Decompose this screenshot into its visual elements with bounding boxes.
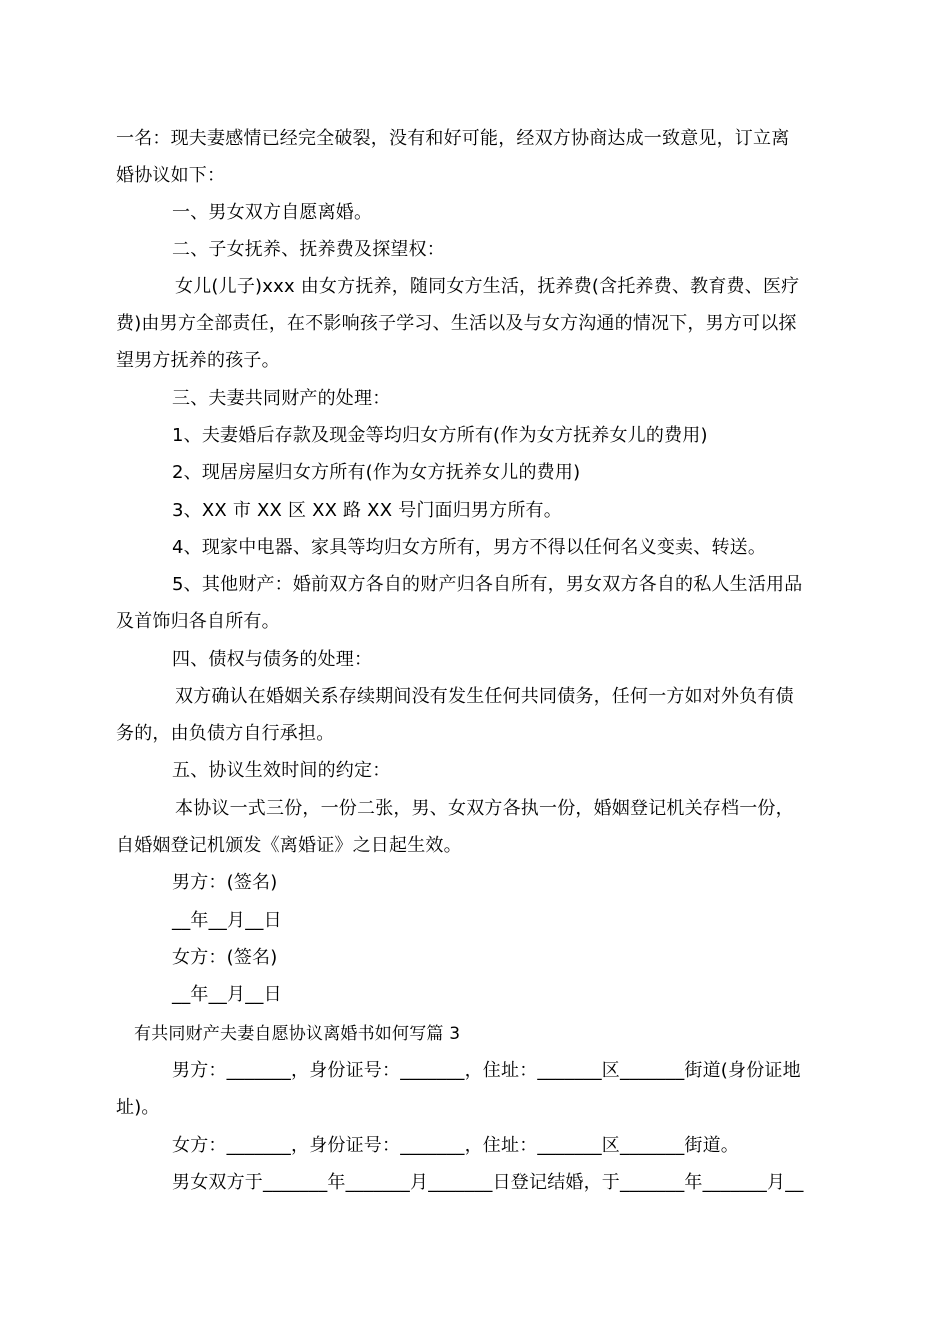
- section-heading: 一、男女双方自愿离婚。: [172, 202, 373, 223]
- section-heading: 三、夫妻共同财产的处理：: [172, 388, 391, 409]
- list-item: 4、现家中电器、家具等均归女方所有，男方不得以任何名义变卖、转送。: [172, 537, 767, 558]
- signature-line: 女方：(签名): [172, 947, 278, 968]
- signature-line: 男方：(签名): [172, 872, 278, 893]
- paragraph-line: 本协议一式三份，一份二张，男、女双方各执一份，婚姻登记机关存档一份，: [175, 798, 794, 819]
- date-line: __年__月__日: [172, 984, 282, 1005]
- paragraph-line: 一名：现夫妻感情已经完全破裂，没有和好可能，经双方协商达成一致意见，订立离: [116, 128, 790, 149]
- paragraph-line: 务的，由负债方自行承担。: [116, 723, 335, 744]
- section-heading: 五、协议生效时间的约定：: [172, 760, 391, 781]
- paragraph-line: 自婚姻登记机颁发《离婚证》之日起生效。: [116, 835, 462, 856]
- article-title: 有共同财产夫妻自愿协议离婚书如何写篇 3: [134, 1024, 461, 1044]
- paragraph-line: 及首饰归各自所有。: [116, 611, 280, 632]
- list-item: 3、XX 市 XX 区 XX 路 XX 号门面归男方所有。: [172, 500, 562, 521]
- form-line: 男方：_______，身份证号：_______，住址：_______区_______街道(身份证地: [172, 1060, 801, 1081]
- date-line: __年__月__日: [172, 910, 282, 931]
- paragraph-line: 费)由男方全部责任，在不影响孩子学习、生活以及与女方沟通的情况下，男方可以探: [116, 313, 797, 334]
- list-item: 2、现居房屋归女方所有(作为女方抚养女儿的费用): [172, 462, 581, 483]
- section-heading: 四、债权与债务的处理：: [172, 649, 373, 670]
- form-line: 址)。: [116, 1097, 160, 1118]
- list-item: 5、其他财产：婚前双方各自的财产归各自所有，男女双方各自的私人生活用品: [172, 574, 803, 595]
- section-heading: 二、子女抚养、抚养费及探望权：: [172, 239, 445, 260]
- paragraph-line: 双方确认在婚姻关系存续期间没有发生任何共同债务，任何一方如对外负有债: [175, 686, 794, 707]
- form-line: 女方：_______，身份证号：_______，住址：_______区_______街道。: [172, 1135, 739, 1156]
- form-line: 男女双方于_______年_______月_______日登记结婚，于_______年_______月__: [172, 1172, 804, 1193]
- paragraph-line: 望男方抚养的孩子。: [116, 350, 280, 371]
- paragraph-line: 女儿(儿子)xxx 由女方抚养，随同女方生活，抚养费(含托养费、教育费、医疗: [175, 276, 800, 297]
- paragraph-line: 婚协议如下：: [116, 165, 226, 186]
- list-item: 1、夫妻婚后存款及现金等均归女方所有(作为女方抚养女儿的费用): [172, 425, 708, 446]
